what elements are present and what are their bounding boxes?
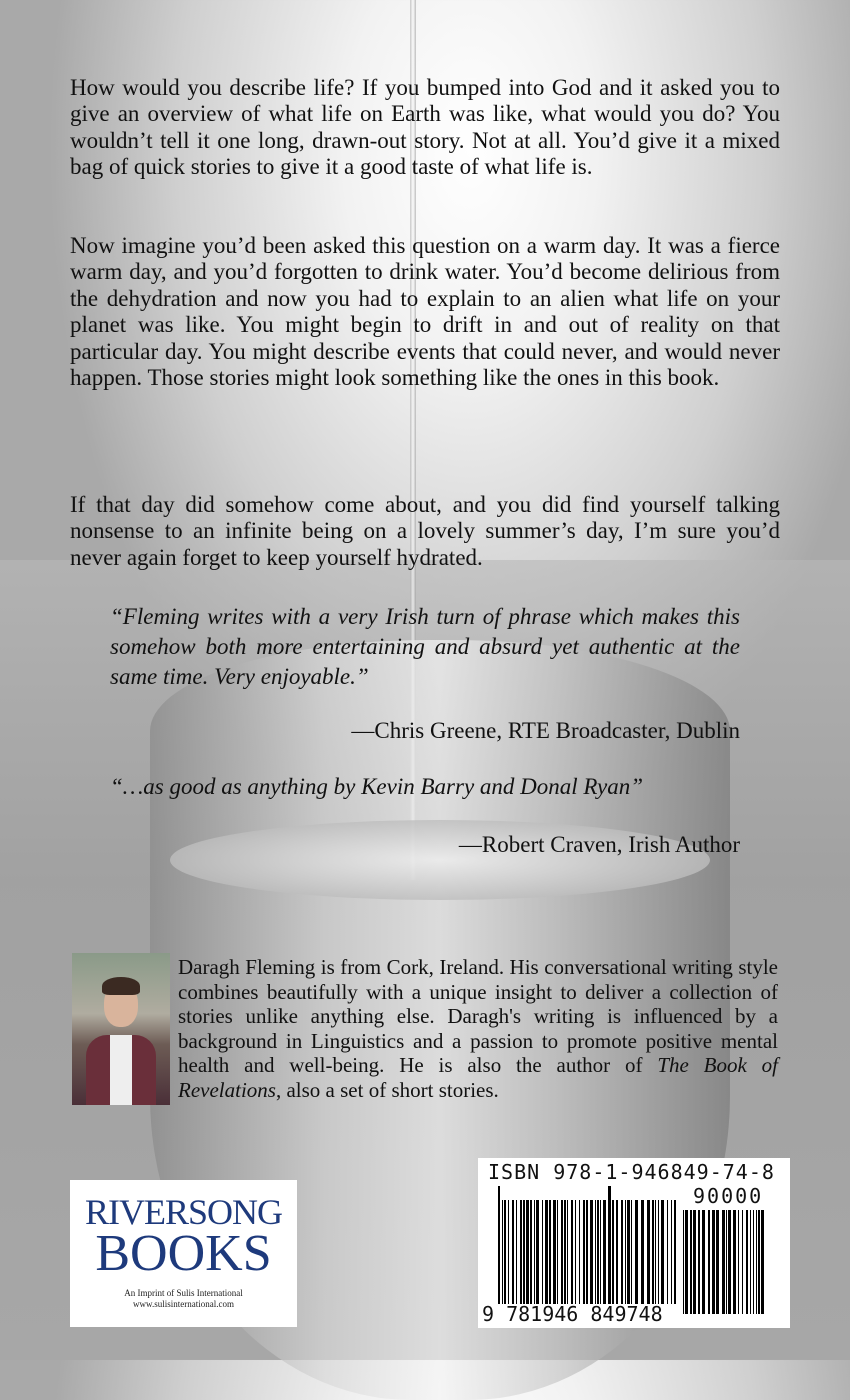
publisher-logo <box>70 1180 297 1327</box>
review-attribution-1: —Chris Greene, RTE Broadcaster, Dublin <box>351 718 740 743</box>
logo-line-2: BOOKS <box>95 1225 272 1282</box>
blurb-paragraph-3: If that day did somehow come about, and you did find yourself talking nonsense to an infinite being on a lovely summer’s day, I’m sure you’d never again forget to keep yourself hydrated. <box>70 492 780 570</box>
author-bio <box>178 955 778 1102</box>
isbn-text: ISBN 978-1-946849-74-8 <box>488 1160 775 1184</box>
bio-book-title: The Book of Revelations <box>178 1053 779 1102</box>
price-addon: 90000 <box>693 1184 764 1208</box>
imprint-text: An Imprint of Sulis International <box>124 1288 243 1298</box>
bio-text: Daragh Fleming is from Cork, Ireland. His conversational writing style combines beautifully with a unique insight to deliver a collection of stories unlike anything else. Daragh's writing is influenced by a background in Linguistics and a passion to promote positive mental health and well-being. He is also the author of <box>178 955 778 1077</box>
review-attribution-2: —Robert Craven, Irish Author <box>458 832 740 857</box>
barcode-bar <box>676 1200 678 1304</box>
addon-bars <box>683 1210 764 1314</box>
logo-line-1: RIVERSONG <box>84 1192 282 1232</box>
blurb-paragraph-1: How would you describe life? If you bumped into God and it asked you to give an overview of what life on Earth was like, what would you do? You wouldn’t tell it one long, drawn-out story. Not at all. You’d give it a mixed bag of quick stories to give it a good taste of what life is. <box>70 75 780 180</box>
barcode-bars <box>498 1186 678 1304</box>
review-quote-1: “Fleming writes with a very Irish turn of phrase which makes this somehow both more entertaining and absurd yet authentic at the same time. Very enjoyable.” <box>110 604 740 689</box>
publisher-url: www.sulisinternational.com <box>133 1299 234 1309</box>
barcode-digits: 9 781946 849748 <box>482 1302 663 1326</box>
blurb-paragraph-2: Now imagine you’d been asked this question on a warm day. It was a fierce warm day, and you’d forgotten to drink water. You’d become delirious from the dehydration and now you had to explain to an alien what life on your planet was like. You might begin to drift in and out of reality on that particular day. You might describe events that could never, and would never happen. Those stories might look something like the ones in this book. <box>70 233 780 391</box>
author-photo <box>72 953 170 1105</box>
review-quote-2: “…as good as anything by Kevin Barry and Donal Ryan” <box>110 774 644 799</box>
barcode-bar <box>761 1210 764 1314</box>
isbn-barcode <box>478 1158 790 1328</box>
bio-text-end: , also a set of short stories. <box>275 1077 499 1102</box>
